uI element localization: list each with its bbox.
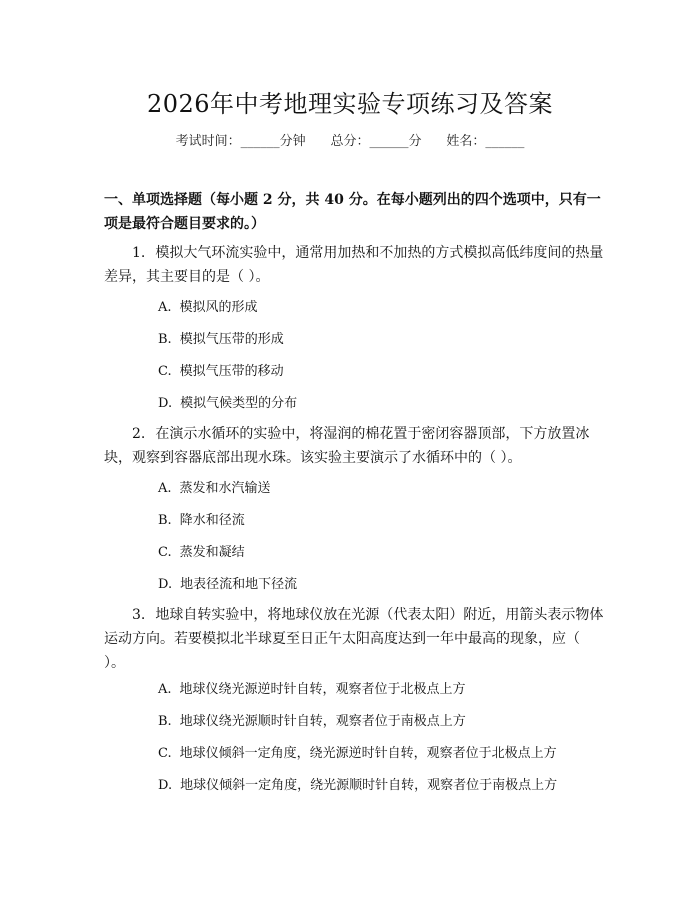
option-letter: B. <box>158 332 172 347</box>
option-letter: C. <box>158 545 172 560</box>
option-text: 蒸发和凝结 <box>179 545 245 560</box>
section-header: 一、单项选择题（每小题 2 分，共 40 分。在每小题列出的四个选项中，只有一项是最符合题目要求的。） <box>104 192 601 232</box>
name-blank: ______ <box>485 134 525 149</box>
option-1c[interactable] <box>158 360 284 379</box>
score-label: 总分： <box>330 134 370 149</box>
option-text: 地球仪绕光源逆时针自转，观察者位于北极点上方 <box>179 682 466 697</box>
name-label: 姓名： <box>446 134 486 149</box>
question-number: 1. <box>132 245 146 261</box>
option-letter: D. <box>158 577 173 592</box>
option-1d[interactable] <box>158 392 297 411</box>
option-1a[interactable] <box>158 296 258 315</box>
option-2b[interactable] <box>158 509 245 528</box>
option-text: 模拟气压带的移动 <box>179 364 284 379</box>
time-unit: 分钟 <box>279 134 306 149</box>
question-1 <box>104 241 604 289</box>
exam-meta <box>0 130 700 149</box>
time-label: 考试时间： <box>175 134 241 149</box>
option-2d[interactable] <box>158 573 297 592</box>
option-letter: C. <box>158 364 172 379</box>
option-letter: C. <box>158 746 172 761</box>
option-text: 地球仪倾斜一定角度，绕光源逆时针自转，观察者位于北极点上方 <box>179 746 557 761</box>
option-3c[interactable] <box>158 742 557 761</box>
option-text: 模拟气压带的形成 <box>179 332 284 347</box>
option-3b[interactable] <box>158 710 466 729</box>
option-letter: A. <box>158 682 172 697</box>
option-text: 降水和径流 <box>179 513 245 528</box>
option-3a[interactable] <box>158 678 466 697</box>
time-blank: ______ <box>240 134 280 149</box>
option-text: 蒸发和水汽输送 <box>179 481 271 496</box>
option-text: 地球仪绕光源顺时针自转，观察者位于南极点上方 <box>179 714 466 729</box>
option-text: 模拟气候类型的分布 <box>180 396 298 411</box>
score-unit: 分 <box>408 134 422 149</box>
option-text: 地球仪倾斜一定角度，绕光源顺时针自转，观察者位于南极点上方 <box>180 778 558 793</box>
option-3d[interactable] <box>158 774 557 793</box>
option-text: 模拟风的形成 <box>179 300 258 315</box>
page-title: 2026年中考地理实验专项练习及答案 <box>146 90 554 118</box>
option-letter: B. <box>158 714 172 729</box>
option-letter: D. <box>158 396 173 411</box>
option-2a[interactable] <box>158 477 271 496</box>
score-blank: ______ <box>369 134 409 149</box>
option-letter: A. <box>158 300 172 315</box>
question-2 <box>104 422 604 470</box>
option-letter: D. <box>158 778 173 793</box>
question-number: 2. <box>132 426 146 442</box>
option-2c[interactable] <box>158 541 245 560</box>
question-number: 3. <box>132 607 146 623</box>
question-text: 地球自转实验中，将地球仪放在光源（代表太阳）附近，用箭头表示物体运动方向。若要模拟北半球夏至日正午太阳高度达到一年中最高的现象，应（ ）。 <box>104 607 604 671</box>
option-1b[interactable] <box>158 328 284 347</box>
question-text: 模拟大气环流实验中，通常用加热和不加热的方式模拟高低纬度间的热量差异，其主要目的是（ ）。 <box>104 245 604 285</box>
option-letter: B. <box>158 513 172 528</box>
option-letter: A. <box>158 481 172 496</box>
question-text: 在演示水循环的实验中，将湿润的棉花置于密闭容器顶部，下方放置冰块，观察到容器底部出现水珠。该实验主要演示了水循环中的（ ）。 <box>104 426 590 466</box>
option-text: 地表径流和地下径流 <box>180 577 298 592</box>
question-3 <box>104 603 604 675</box>
